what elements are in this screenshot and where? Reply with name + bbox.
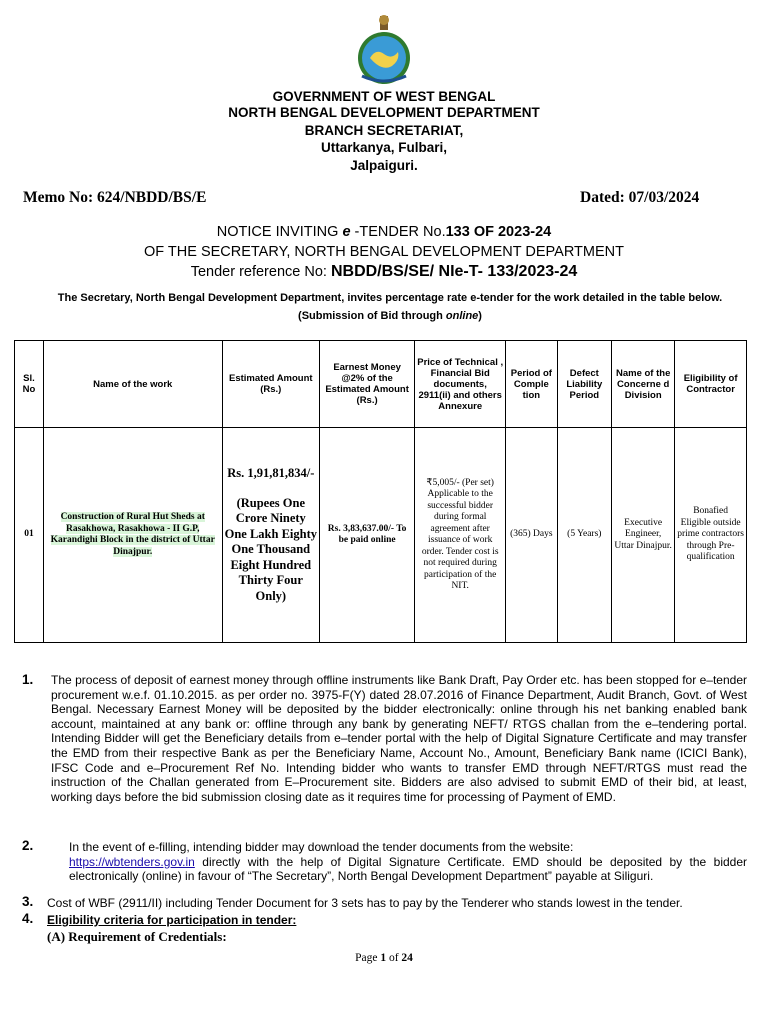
col-amount: Estimated Amount (Rs.) [222,341,319,428]
cell-sl: 01 [15,428,44,643]
notice-title: NOTICE INVITING e -TENDER No.133 OF 2023-24 [216,224,552,240]
table-header-row [15,341,747,428]
col-sl: Sl. No [15,341,44,428]
cell-amount: Rs. 1,91,81,834/- (Rupees One Crore Ninety One Lakh Eighty One Thousand Eight Hundred Thirty Four Only) [222,428,319,643]
col-work: Name of the work [43,341,222,428]
point-1-text: The process of deposit of earnest money through offline instruments like Bank Draft, Pay Order etc. has been stopped for e–tender procurement w.e.f. 01.10.2015. as per order no. 3975-F(Y) dated 28.07.2016 of Finance Department, Audit Branch, Govt. of West Bengal. Necessary Earnest Money will be deposited by the bidder electronically: online through his net banking enabled bank account, maintained at any bank or: offline through any bank by generating NEFT/ RTGS challan from the e–tendering portal. Intending Bidder will get the Beneficiary details from e–tender portal with the help of Digital Signature Certificate and may transfer the EMD from their respective Bank as per the Beneficiary Name, Account No., Amount, Beneficiary Bank name (ICICI Bank), IFSC Code and e–Procurement Ref No. Intending bidder who wants to transfer EMD through NEFT/RTGS must read the instruction of the Challan generated from E–Procurement site. Bidders are also advised to submit EMD of their bid, at least, working days before the bid submission closing date as it requires time for processing of Payment of EMD. [51,673,747,804]
col-division: Name of the Concerne d Division [612,341,675,428]
header-address: Uttarkanya, Fulbari, [320,140,448,155]
header-branch: BRANCH SECRETARIAT, [304,123,464,138]
col-defect: Defect Liability Period [557,341,612,428]
notice-intro: The Secretary, North Bengal Development Department, invites percentage rate e-tender for the work detailed in the table below. (Submission of Bid through online) [57,292,723,322]
point-4-text: Eligibility criteria for participation in tender: [47,913,297,927]
cell-price: ₹5,005/- (Per set) Applicable to the successful bidder during formal agreement after issuance of work order. Tender cost is not required during participation of the NIT. [415,428,506,643]
tender-reference: Tender reference No: NBDD/BS/SE/ NIe-T- 133/2023-24 [190,263,578,280]
cell-work: Construction of Rural Hut Sheds at Rasakhowa, Rasakhowa - II G.P, Karandighi Block in the district of Uttar Dinajpur. [43,428,222,643]
point-3-text: Cost of WBF (2911/II) including Tender Document for 3 sets has to pay by the Tenderer who stands lowest in the tender. [47,896,683,910]
wbtenders-link[interactable]: https://wbtenders.gov.in [69,854,195,869]
cell-defect: (5 Years) [557,428,612,643]
point-2-number: 2. [22,838,34,853]
header-department: NORTH BENGAL DEVELOPMENT DEPARTMENT [228,105,540,120]
point-2-text: In the event of e-filling, intending bidder may download the tender documents from the website: https://wbtenders.gov.in directly with the help of Digital Signature Certificate. EMD should be deposited by the bidder electronically (online) in favour of “The Secretary”, North Bengal Development Department” payable at Siliguri. [69,840,747,884]
header-govt: GOVERNMENT OF WEST BENGAL [272,89,496,104]
cell-emd: Rs. 3,83,637.00/- To be paid online [319,428,414,643]
cell-division: Executive Engineer, Uttar Dinajpur. [612,428,675,643]
memo-date: Dated: 07/03/2024 [580,189,700,206]
cell-period: (365) Days [506,428,557,643]
col-price: Price of Technical , Financial Bid documents, 2911(ii) and others Annexure [415,341,506,428]
page-footer: Page 1 of 24 [355,952,413,964]
tender-table [14,340,747,643]
credentials-heading: (A) Requirement of Credentials: [47,929,227,944]
west-bengal-emblem [344,14,424,86]
header-city: Jalpaiguri. [350,158,418,173]
point-4-number: 4. [22,911,34,926]
table-row [15,428,747,643]
point-3-number: 3. [22,894,34,909]
point-1-number: 1. [22,672,34,687]
col-period: Period of Comple tion [506,341,557,428]
cell-eligibility: Bonafied Eligible outside prime contractors through Pre-qualification [675,428,747,643]
col-eligibility: Eligibility of Contractor [675,341,747,428]
col-emd: Earnest Money @2% of the Estimated Amount (Rs.) [319,341,414,428]
memo-number: Memo No: 624/NBDD/BS/E [23,189,207,206]
notice-secretary: OF THE SECRETARY, NORTH BENGAL DEVELOPMENT DEPARTMENT [144,244,624,260]
